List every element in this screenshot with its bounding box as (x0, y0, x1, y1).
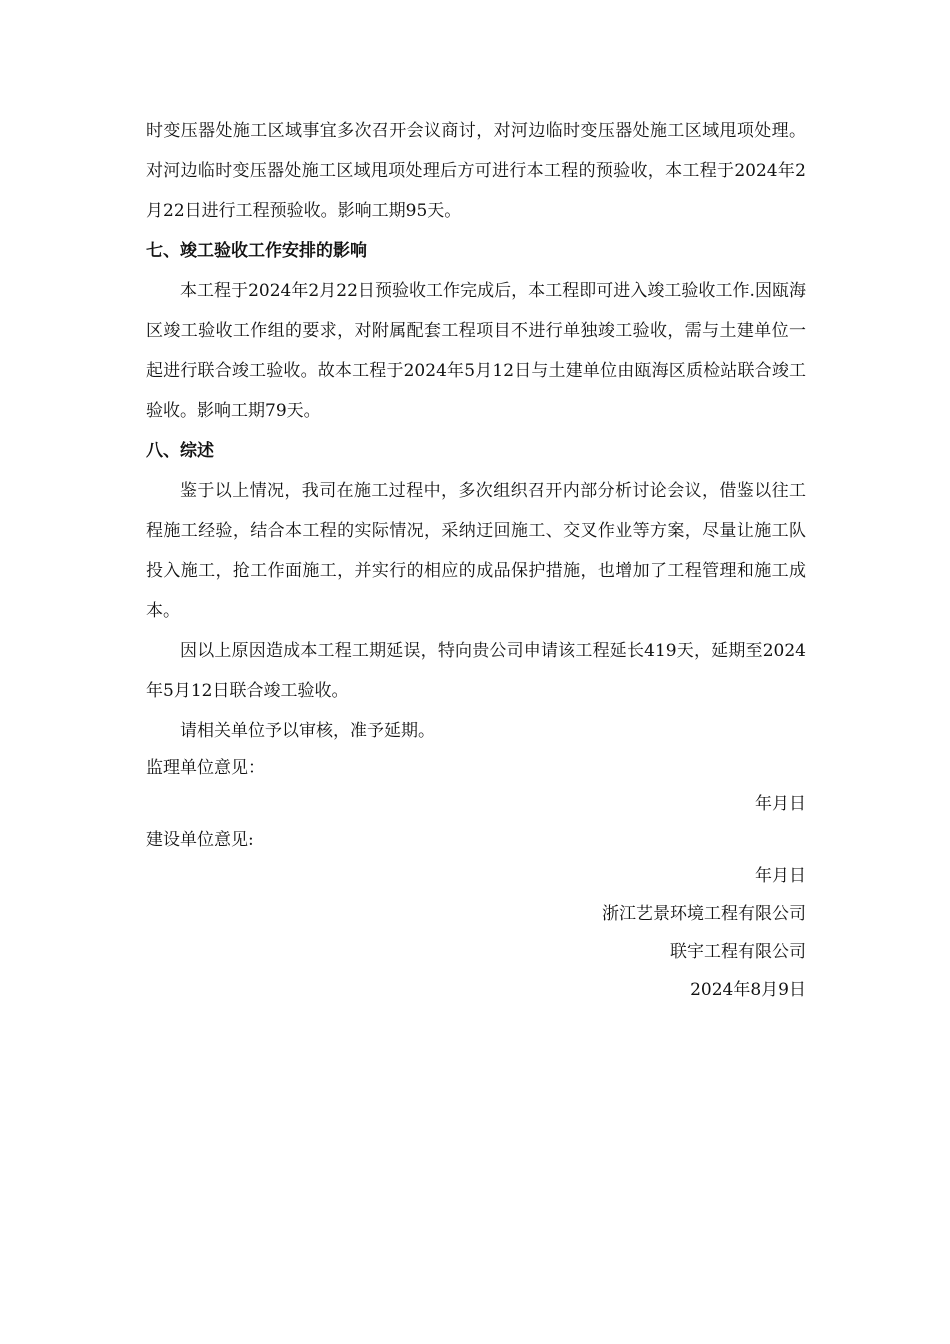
construction-opinion-date: 年月日 (755, 866, 806, 886)
section8-paragraph-1: 鉴于以上情况，我司在施工过程中，多次组织召开内部分析讨论会议，借鉴以往工程施工经验，结合本工程的实际情况，采纳迂回施工、交叉作业等方案，尽量让施工队投入施工，抢工作面施工，并实行的相应的成品保护措施，也增加了工程管理和施工成本。 (146, 481, 806, 621)
supervision-opinion-label: 监理单位意见： (146, 758, 265, 778)
document-page (146, 111, 806, 1009)
section6-tail-paragraph: 时变压器处施工区域事宜多次召开会议商讨，对河边临时变压器处施工区域甩项处理。对河边临时变压器处施工区域甩项处理后方可进行本工程的预验收，本工程于2024年2月22日进行工程预验收。影响工期95天。 (146, 121, 806, 221)
section8-paragraph-2: 因以上原因造成本工程工期延误，特向贵公司申请该工程延长419天，延期至2024年5月12日联合竣工验收。 (146, 641, 806, 701)
signature-company-2: 联宇工程有限公司 (670, 942, 806, 962)
section7-heading: 七、竣工验收工作安排的影响 (146, 241, 367, 261)
supervision-opinion-date: 年月日 (755, 794, 806, 814)
section7-body-paragraph: 本工程于2024年2月22日预验收工作完成后，本工程即可进入竣工验收工作.因瓯海区竣工验收工作组的要求，对附属配套工程项目不进行单独竣工验收，需与土建单位一起进行联合竣工验收。故本工程于2024年5月12日与土建单位由瓯海区质检站联合竣工验收。影响工期79天。 (146, 281, 806, 421)
signature-date: 2024年8月9日 (690, 980, 806, 1000)
section8-paragraph-3: 请相关单位予以审核，准予延期。 (180, 721, 435, 741)
section8-heading: 八、综述 (146, 441, 214, 461)
signature-company-1: 浙江艺景环境工程有限公司 (602, 904, 806, 924)
construction-opinion-label: 建设单位意见: (146, 830, 254, 850)
